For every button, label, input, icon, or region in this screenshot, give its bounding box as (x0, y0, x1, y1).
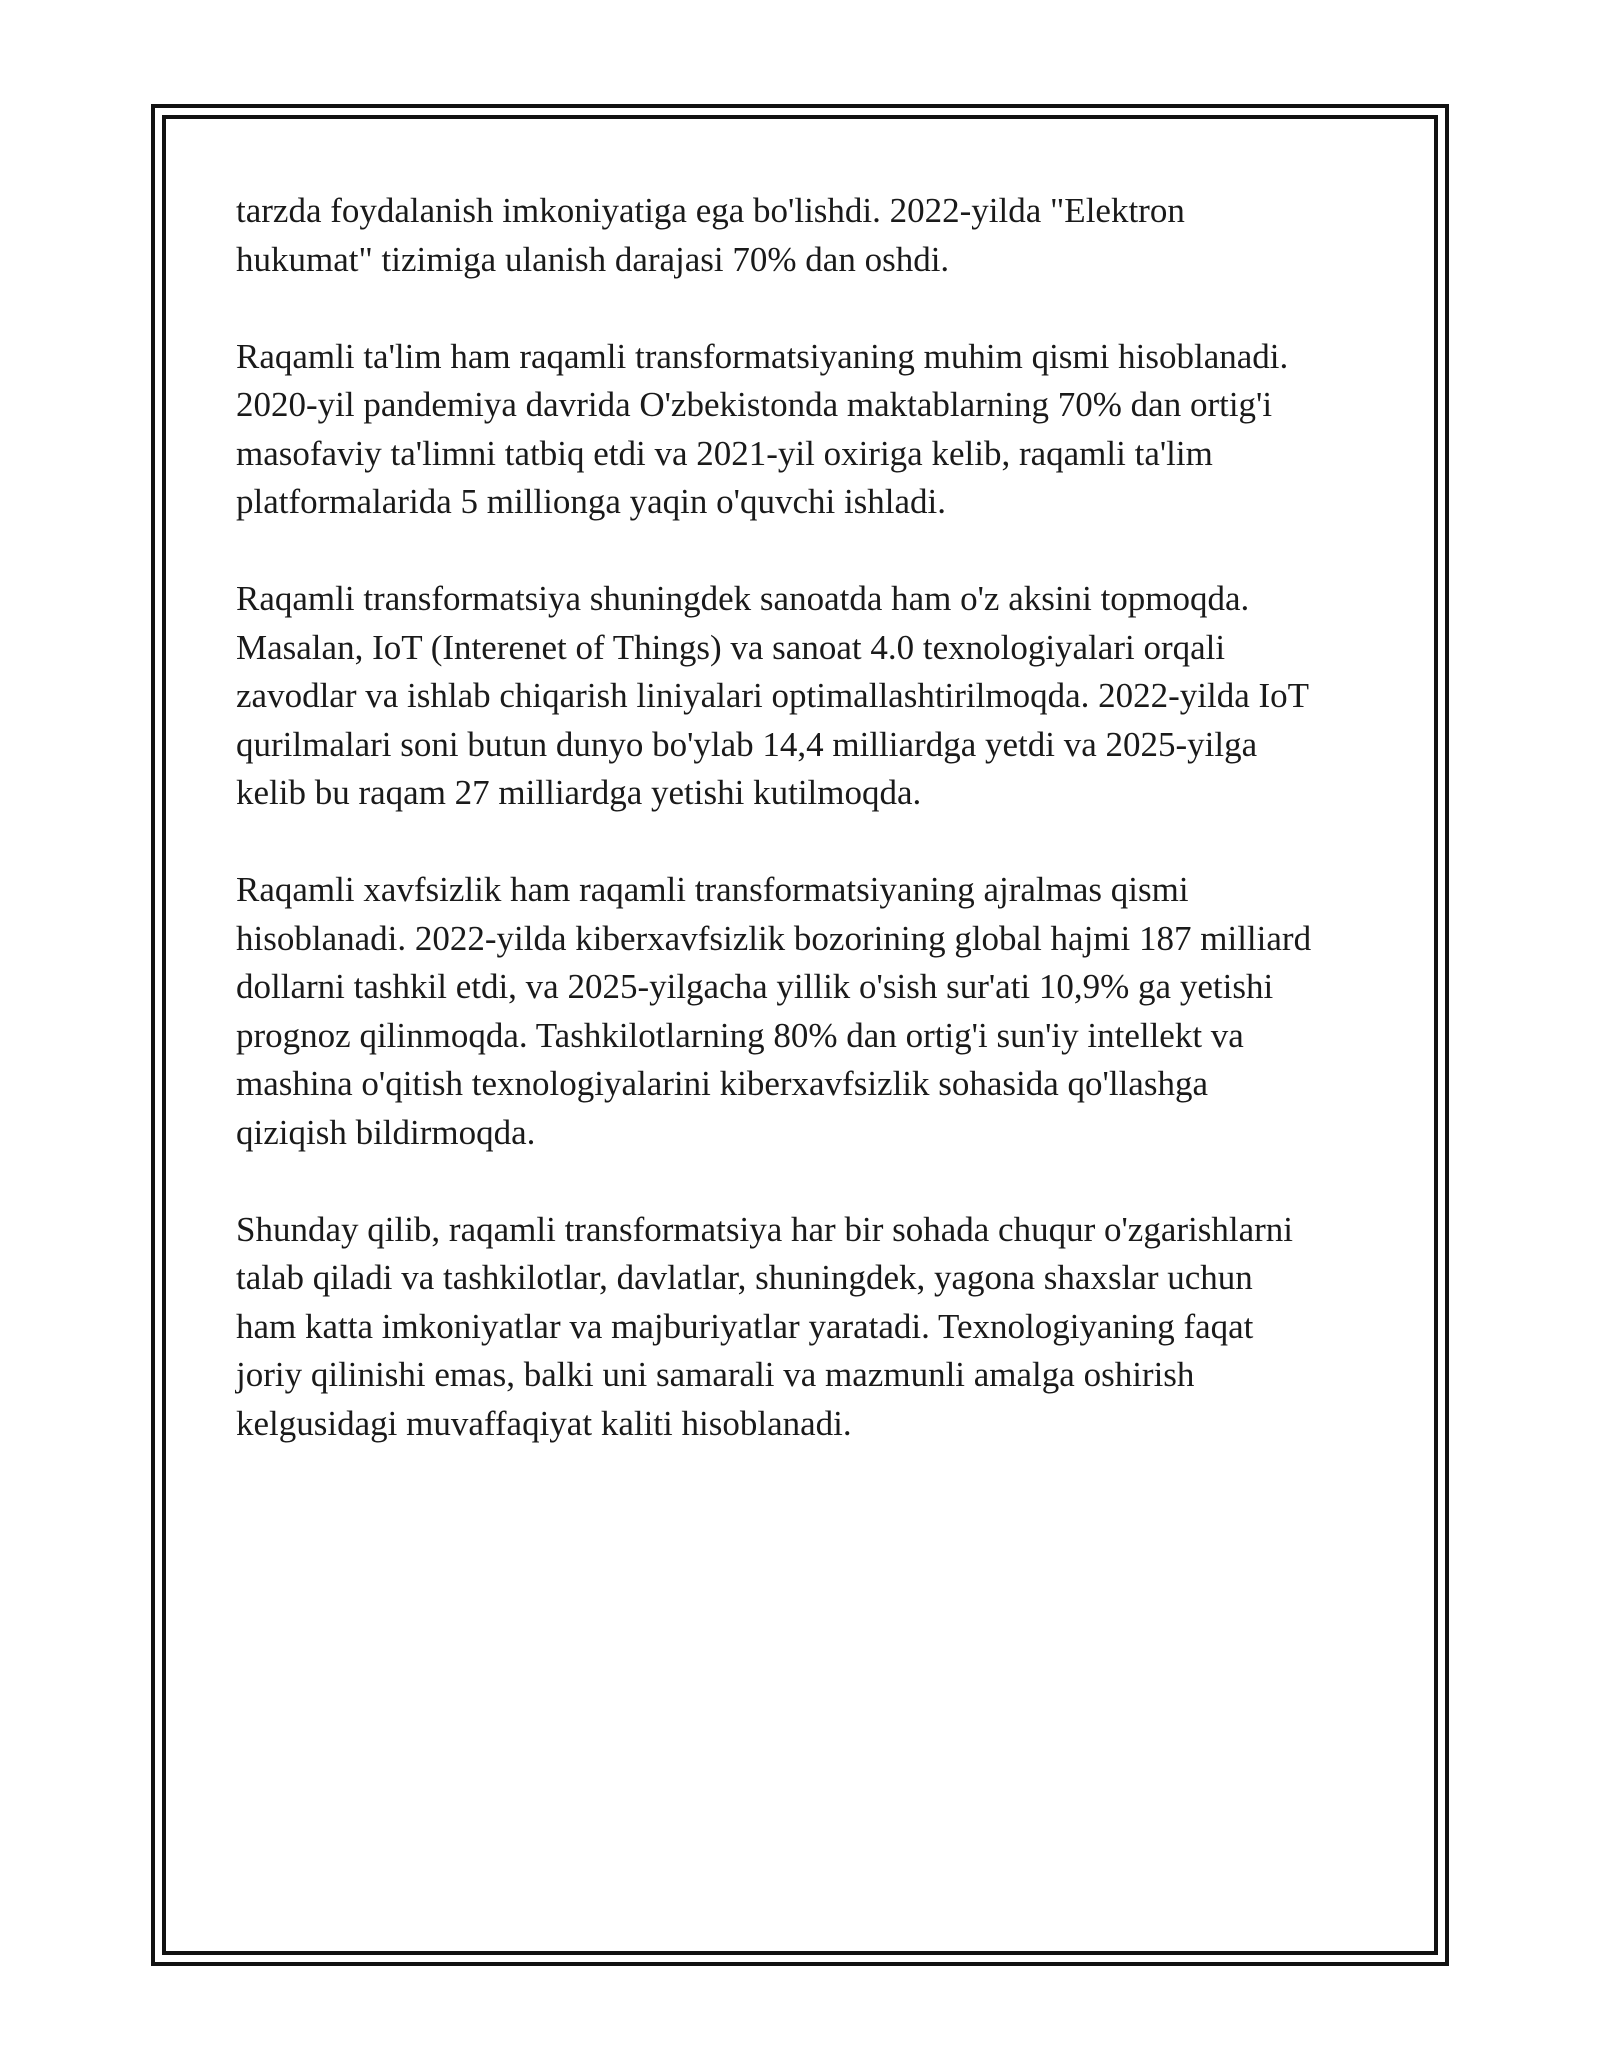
text-line: Raqamli transformatsiya shuningdek sanoatda ham o'z aksini topmoqda. (236, 579, 1250, 618)
text-line: hisoblanadi. 2022-yilda kiberxavfsizlik bozorining global hajmi 187 milliard (236, 918, 1312, 958)
paragraph (236, 575, 1366, 818)
paragraph (236, 866, 1366, 1157)
text-line: tarzda foydalanish imkoniyatiga ega bo'lishdi. 2022-yilda "Elektron (236, 191, 1185, 230)
text-line: ham katta imkoniyatlar va majburiyatlar yaratadi. Texnologiyaning faqat (236, 1306, 1254, 1346)
text-line: Shunday qilib, raqamli transformatsiya har bir sohada chuqur o'zgarishlarni (236, 1209, 1293, 1249)
paragraph (236, 1206, 1366, 1449)
document-body (236, 187, 1366, 1497)
text-line: kelib bu raqam 27 milliardga yetishi kutilmoqda. (236, 773, 922, 812)
text-line: Raqamli ta'lim ham raqamli transformatsiyaning muhim qismi hisoblanadi. (236, 336, 1289, 376)
text-line: joriy qilinishi emas, balki uni samarali va mazmunli amalga oshirish (236, 1355, 1195, 1394)
text-line: mashina o'qitish texnologiyalarini kiberxavfsizlik sohasida qo'llashga (236, 1064, 1209, 1103)
text-line: 2020-yil pandemiya davrida O'zbekistonda maktablarning 70% dan ortig'i (236, 385, 1273, 424)
paragraph (236, 187, 1366, 284)
text-line: prognoz qilinmoqda. Tashkilotlarning 80% dan ortig'i sun'iy intellekt va (236, 1015, 1244, 1055)
text-line: qurilmalari soni butun dunyo bo'ylab 14,4 milliardga yetdi va 2025-yilga (236, 724, 1258, 764)
text-line: zavodlar va ishlab chiqarish liniyalari optimallashtirilmoqda. 2022-yilda IoT (236, 676, 1310, 715)
text-line: talab qiladi va tashkilotlar, davlatlar, shuningdek, yagona shaxslar uchun (236, 1258, 1253, 1297)
text-line: Masalan, IoT (Interenet of Things) va sanoat 4.0 texnologiyalari orqali (236, 627, 1226, 667)
paragraph (236, 333, 1366, 527)
text-line: qiziqish bildirmoqda. (236, 1112, 536, 1152)
text-line: dollarni tashkil etdi, va 2025-yilgacha yillik o'sish sur'ati 10,9% ga yetishi (236, 967, 1274, 1006)
text-line: kelgusidagi muvaffaqiyat kaliti hisoblanadi. (236, 1403, 852, 1443)
text-line: Raqamli xavfsizlik ham raqamli transformatsiyaning ajralmas qismi (236, 870, 1189, 909)
text-line: hukumat" tizimiga ulanish darajasi 70% dan oshdi. (236, 239, 950, 279)
text-line: masofaviy ta'limni tatbiq etdi va 2021-yil oxiriga kelib, raqamli ta'lim (236, 433, 1213, 473)
text-line: platformalarida 5 millionga yaqin o'quvchi ishladi. (236, 482, 947, 521)
